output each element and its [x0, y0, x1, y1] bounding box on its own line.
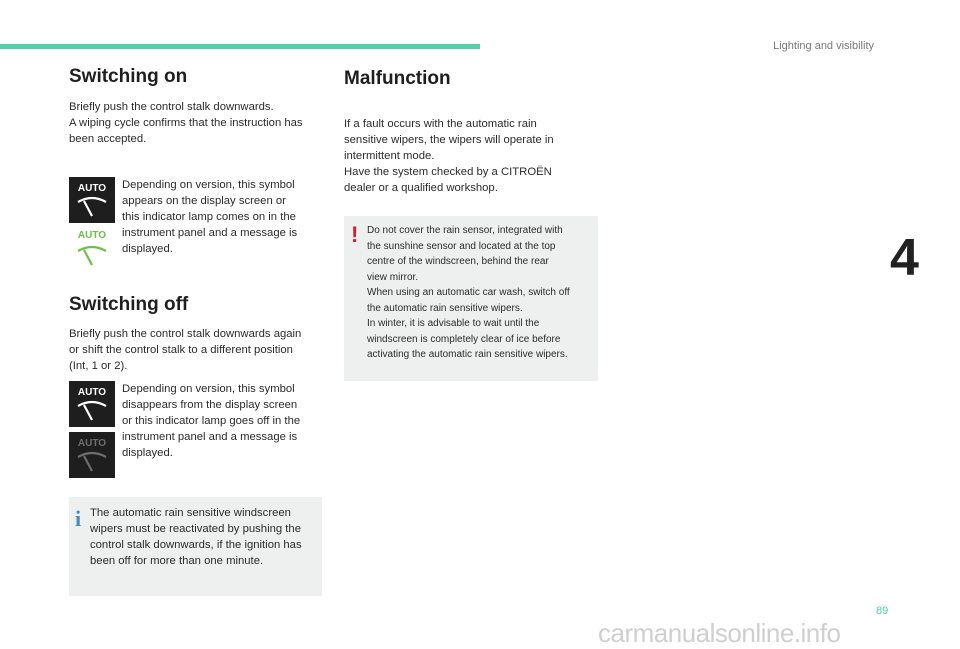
- auto-wiper-display-icon: [69, 177, 115, 223]
- warning-icon: !: [351, 222, 359, 247]
- watermark: carmanualsonline.info: [598, 618, 841, 648]
- chapter-title: Lighting and visibility: [773, 40, 874, 52]
- switching-off-heading: Switching off: [69, 294, 189, 315]
- switching-on-detail: Depending on version, this symbol appears on the display screen or this indicator lamp comes on in the instrument panel and a message is displayed.: [122, 179, 298, 255]
- info-note-box: [69, 497, 322, 596]
- auto-lamp-off-label: AUTO: [77, 438, 107, 449]
- chapter-number: 4: [890, 229, 919, 287]
- auto-lamp-label: AUTO: [77, 230, 107, 241]
- auto-icon-label: AUTO: [77, 183, 107, 194]
- warning-note-text: Do not cover the rain sensor, integrated with the sunshine sensor and located at the top centre of the windscreen, behind the rear view mirror. When using an automatic car wash, switch off the automatic rain sensitive wipers. In winter, it is advisable to wait until the windscreen is completely clear of ice before activating the automatic rain sensitive wipers.: [367, 225, 570, 360]
- switching-off-intro: Briefly push the control stalk downwards again or shift the control stalk to a different position (Int, 1 or 2).: [69, 328, 302, 372]
- info-note-text: The automatic rain sensitive windscreen wipers must be reactivated by pushing the control stalk downwards, if the ignition has been off for more than one minute.: [90, 507, 302, 567]
- info-icon: i: [75, 506, 82, 531]
- malfunction-intro: If a fault occurs with the automatic rain sensitive wipers, the wipers will operate in intermittent mode. Have the system checked by a CITROËN dealer or a qualified workshop.: [344, 118, 554, 194]
- auto-wiper-lamp-off-icon: [69, 432, 115, 478]
- switching-on-heading: Switching on: [69, 66, 188, 87]
- auto-wiper-display-icon: [69, 381, 115, 427]
- switching-on-intro: Briefly push the control stalk downwards. A wiping cycle confirms that the instruction has been accepted.: [69, 101, 303, 145]
- auto-icon-label: AUTO: [77, 387, 107, 398]
- page-number: 89: [876, 605, 889, 617]
- switching-off-detail: Depending on version, this symbol disappears from the display screen or this indicator lamp goes off in the instrument panel and a message is displayed.: [122, 383, 301, 459]
- warning-note-box: [344, 216, 598, 381]
- header-accent-bar: [0, 44, 480, 49]
- auto-wiper-lamp-on-icon: [69, 226, 115, 272]
- malfunction-heading: Malfunction: [344, 68, 451, 89]
